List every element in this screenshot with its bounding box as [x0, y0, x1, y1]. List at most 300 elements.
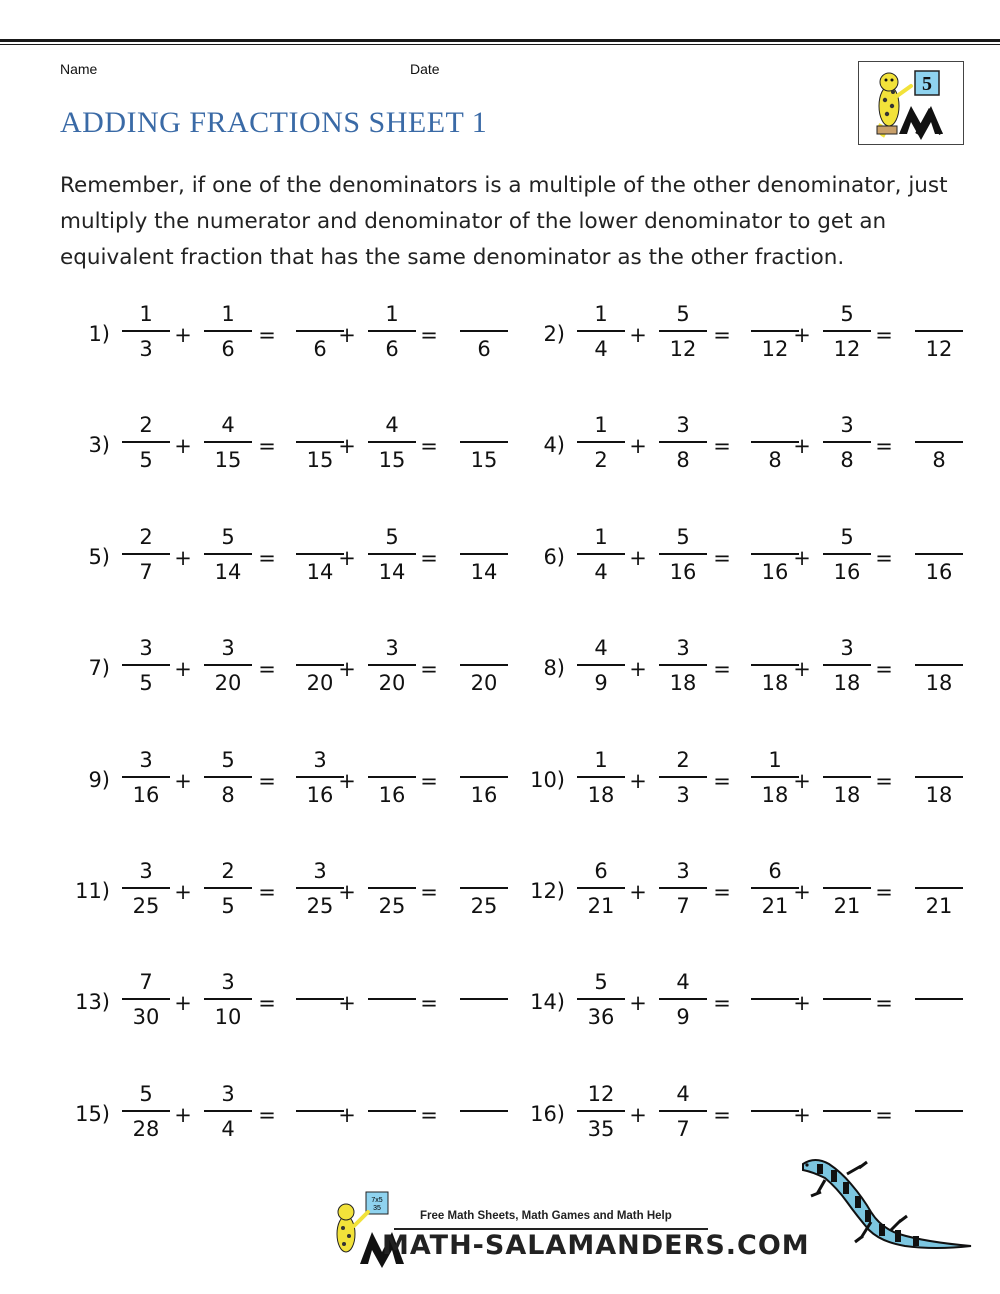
problem-item — [70, 523, 498, 593]
denominator: 5 — [139, 671, 153, 695]
numerator: 1 — [594, 413, 608, 437]
equals-sign: = — [420, 1103, 438, 1127]
fraction-e[interactable] — [460, 634, 508, 697]
denominator: 25 — [306, 894, 334, 918]
denominator: 25 — [132, 894, 160, 918]
denominator: 5 — [139, 448, 153, 472]
plus-sign: + — [629, 657, 647, 681]
fraction-bar — [751, 776, 799, 778]
fraction-bar — [577, 887, 625, 889]
numerator: 3 — [313, 748, 327, 772]
denominator: 2 — [594, 448, 608, 472]
equals-sign: = — [258, 991, 276, 1015]
numerator — [296, 523, 344, 551]
numerator: 2 — [221, 859, 235, 883]
fraction-bar — [368, 887, 416, 889]
problem-number: 5) — [88, 545, 110, 569]
equals-sign: = — [420, 657, 438, 681]
numerator — [751, 411, 799, 439]
fraction-bar — [296, 998, 344, 1000]
fraction-bar — [204, 664, 252, 666]
fraction-b — [204, 523, 252, 586]
plus-sign: + — [629, 323, 647, 347]
plus-sign: + — [629, 434, 647, 458]
plus-sign: + — [338, 880, 356, 904]
numerator: 5 — [840, 302, 854, 326]
fraction-bar — [368, 1110, 416, 1112]
numerator: 1 — [221, 302, 235, 326]
fraction-d[interactable] — [823, 523, 871, 586]
denominator: 7 — [676, 1117, 690, 1141]
fraction-bar — [751, 887, 799, 889]
grade-logo-badge — [858, 61, 964, 145]
numerator: 2 — [139, 525, 153, 549]
problem-number: 1) — [88, 322, 110, 346]
numerator: 5 — [676, 525, 690, 549]
fraction-b — [204, 968, 252, 1031]
numerator: 2 — [676, 748, 690, 772]
fraction-bar — [751, 553, 799, 555]
fraction-e[interactable] — [460, 300, 508, 363]
fraction-bar — [659, 553, 707, 555]
fraction-e[interactable] — [460, 523, 508, 586]
denominator: 21 — [925, 894, 953, 918]
numerator: 1 — [385, 302, 399, 326]
fraction-a — [122, 1080, 170, 1143]
equals-sign: = — [713, 1103, 731, 1127]
plus-sign: + — [338, 769, 356, 793]
numerator: 3 — [840, 636, 854, 660]
fraction-e[interactable] — [915, 523, 963, 586]
fraction-bar — [296, 887, 344, 889]
problem-item — [525, 857, 953, 927]
denominator: 35 — [587, 1117, 615, 1141]
fraction-bar — [659, 776, 707, 778]
fraction-e[interactable] — [460, 746, 508, 809]
equals-sign: = — [420, 323, 438, 347]
plus-sign: + — [793, 657, 811, 681]
fraction-e[interactable] — [460, 968, 508, 1031]
top-rule-thin — [0, 44, 1000, 45]
fraction-c[interactable] — [296, 523, 344, 586]
problem-item — [70, 634, 498, 704]
denominator: 4 — [221, 1117, 235, 1141]
fraction-a — [122, 857, 170, 920]
denominator — [751, 1003, 799, 1031]
denominator: 7 — [139, 560, 153, 584]
denominator: 16 — [925, 560, 953, 584]
plus-sign: + — [338, 323, 356, 347]
equals-sign: = — [258, 657, 276, 681]
fraction-e[interactable] — [460, 857, 508, 920]
fraction-bar — [577, 998, 625, 1000]
fraction-e[interactable] — [915, 634, 963, 697]
fraction-a — [122, 634, 170, 697]
fraction-b — [204, 634, 252, 697]
fraction-bar — [460, 887, 508, 889]
plus-sign: + — [338, 1103, 356, 1127]
fraction-bar — [577, 441, 625, 443]
problem-item — [525, 968, 945, 1038]
fraction-b — [204, 746, 252, 809]
fraction-bar — [368, 553, 416, 555]
plus-sign: + — [338, 546, 356, 570]
problem-item — [525, 1080, 945, 1150]
denominator: 3 — [676, 783, 690, 807]
equals-sign: = — [875, 657, 893, 681]
numerator: 3 — [840, 413, 854, 437]
fraction-c[interactable] — [751, 634, 799, 697]
fraction-bar — [659, 330, 707, 332]
numerator — [296, 634, 344, 662]
denominator: 21 — [761, 894, 789, 918]
plus-sign: + — [629, 880, 647, 904]
plus-sign: + — [174, 880, 192, 904]
fraction-bar — [751, 441, 799, 443]
denominator: 15 — [378, 448, 406, 472]
fraction-bar — [204, 887, 252, 889]
numerator — [296, 968, 344, 996]
instructions-text: Remember, if one of the denominators is a multiple of the other denominator, just multiply the numerator and denominator of the lower denominator to get an equivalent fraction that has the same denominator as the other fraction. — [60, 173, 948, 270]
fraction-bar — [460, 776, 508, 778]
fraction-bar — [122, 776, 170, 778]
fraction-bar — [460, 330, 508, 332]
fraction-bar — [823, 553, 871, 555]
equals-sign: = — [420, 991, 438, 1015]
fraction-e[interactable] — [460, 1080, 508, 1143]
fraction-a — [577, 1080, 625, 1143]
fraction-bar — [751, 1110, 799, 1112]
fraction-b — [659, 411, 707, 474]
fraction-d[interactable] — [823, 411, 871, 474]
salamander-illustration-icon — [795, 1150, 975, 1260]
fraction-d[interactable] — [823, 857, 871, 920]
fraction-bar — [915, 664, 963, 666]
fraction-c[interactable] — [751, 411, 799, 474]
plus-sign: + — [629, 769, 647, 793]
numerator: 3 — [385, 636, 399, 660]
fraction-d[interactable] — [368, 857, 416, 920]
numerator: 5 — [676, 302, 690, 326]
plus-sign: + — [174, 991, 192, 1015]
denominator: 8 — [768, 448, 782, 472]
top-rule — [0, 39, 1000, 42]
denominator: 36 — [587, 1005, 615, 1029]
numerator: 5 — [594, 970, 608, 994]
equals-sign: = — [420, 769, 438, 793]
denominator: 21 — [833, 894, 861, 918]
fraction-bar — [577, 776, 625, 778]
denominator: 9 — [676, 1005, 690, 1029]
denominator: 16 — [378, 783, 406, 807]
numerator: 1 — [594, 525, 608, 549]
fraction-d[interactable] — [823, 746, 871, 809]
denominator: 20 — [214, 671, 242, 695]
numerator — [915, 968, 963, 996]
numerator — [460, 1080, 508, 1108]
denominator: 20 — [378, 671, 406, 695]
plus-sign: + — [793, 769, 811, 793]
numerator: 3 — [676, 859, 690, 883]
numerator — [823, 746, 871, 774]
fraction-bar — [659, 441, 707, 443]
fraction-a — [122, 300, 170, 363]
equals-sign: = — [258, 769, 276, 793]
equals-sign: = — [713, 880, 731, 904]
fraction-a — [122, 968, 170, 1031]
fraction-bar — [460, 553, 508, 555]
denominator: 30 — [132, 1005, 160, 1029]
fraction-bar — [460, 441, 508, 443]
numerator: 5 — [385, 525, 399, 549]
fraction-a — [577, 523, 625, 586]
problem-number: 16) — [530, 1102, 565, 1126]
numerator — [460, 411, 508, 439]
fraction-a — [577, 968, 625, 1031]
numerator — [460, 523, 508, 551]
numerator: 1 — [768, 748, 782, 772]
denominator: 6 — [385, 337, 399, 361]
problem-item — [525, 300, 953, 370]
fraction-bar — [122, 887, 170, 889]
problem-item — [525, 746, 953, 816]
fraction-bar — [823, 1110, 871, 1112]
denominator — [915, 1115, 963, 1143]
denominator — [823, 1003, 871, 1031]
fraction-c[interactable] — [296, 411, 344, 474]
fraction-a — [577, 411, 625, 474]
fraction-bar — [204, 441, 252, 443]
date-label: Date — [410, 61, 440, 77]
fraction-b — [659, 746, 707, 809]
fraction-c[interactable] — [751, 746, 799, 809]
numerator: 12 — [587, 1082, 615, 1106]
fraction-bar — [368, 330, 416, 332]
equals-sign: = — [258, 880, 276, 904]
fraction-c[interactable] — [751, 857, 799, 920]
equals-sign: = — [875, 880, 893, 904]
fraction-b — [659, 1080, 707, 1143]
numerator — [915, 746, 963, 774]
fraction-bar — [122, 998, 170, 1000]
denominator — [915, 1003, 963, 1031]
problem-number: 10) — [530, 768, 565, 792]
numerator — [296, 1080, 344, 1108]
denominator: 20 — [470, 671, 498, 695]
denominator: 14 — [470, 560, 498, 584]
fraction-bar — [577, 553, 625, 555]
denominator: 16 — [761, 560, 789, 584]
equals-sign: = — [875, 769, 893, 793]
fraction-bar — [751, 998, 799, 1000]
denominator: 12 — [669, 337, 697, 361]
footer-site-link[interactable]: MATH-SALAMANDERS.COM — [382, 1230, 810, 1261]
denominator: 28 — [132, 1117, 160, 1141]
fraction-c[interactable] — [751, 968, 799, 1031]
numerator: 3 — [676, 636, 690, 660]
plus-sign: + — [174, 546, 192, 570]
numerator: 5 — [139, 1082, 153, 1106]
fraction-d[interactable] — [368, 1080, 416, 1143]
equals-sign: = — [713, 657, 731, 681]
plus-sign: + — [793, 880, 811, 904]
numerator: 1 — [594, 748, 608, 772]
fraction-bar — [915, 776, 963, 778]
equals-sign: = — [713, 546, 731, 570]
fraction-bar — [122, 553, 170, 555]
fraction-bar — [577, 1110, 625, 1112]
denominator: 18 — [925, 671, 953, 695]
fraction-bar — [296, 776, 344, 778]
fraction-e[interactable] — [915, 968, 963, 1031]
fraction-bar — [460, 664, 508, 666]
fraction-bar — [122, 441, 170, 443]
denominator: 5 — [221, 894, 235, 918]
denominator: 6 — [477, 337, 491, 361]
denominator — [823, 1115, 871, 1143]
plus-sign: + — [174, 1103, 192, 1127]
numerator — [296, 300, 344, 328]
fraction-e[interactable] — [915, 300, 963, 363]
fraction-c[interactable] — [296, 1080, 344, 1143]
fraction-b — [204, 857, 252, 920]
problem-number: 9) — [88, 768, 110, 792]
denominator: 14 — [214, 560, 242, 584]
fraction-e[interactable] — [915, 746, 963, 809]
equals-sign: = — [713, 434, 731, 458]
fraction-a — [122, 411, 170, 474]
fraction-c[interactable] — [296, 634, 344, 697]
plus-sign: + — [174, 434, 192, 458]
fraction-d[interactable] — [368, 634, 416, 697]
equals-sign: = — [875, 434, 893, 458]
fraction-e[interactable] — [915, 1080, 963, 1143]
problem-number: 8) — [543, 656, 565, 680]
fraction-a — [577, 300, 625, 363]
fraction-d[interactable] — [823, 300, 871, 363]
denominator: 15 — [470, 448, 498, 472]
fraction-c[interactable] — [751, 300, 799, 363]
numerator — [915, 634, 963, 662]
problem-item — [70, 857, 498, 927]
denominator: 16 — [306, 783, 334, 807]
fraction-bar — [915, 1110, 963, 1112]
denominator: 18 — [833, 783, 861, 807]
plus-sign: + — [338, 434, 356, 458]
fraction-bar — [368, 998, 416, 1000]
fraction-e[interactable] — [915, 857, 963, 920]
fraction-e[interactable] — [915, 411, 963, 474]
fraction-d[interactable] — [823, 1080, 871, 1143]
denominator: 9 — [594, 671, 608, 695]
problem-item — [70, 968, 490, 1038]
fraction-bar — [823, 887, 871, 889]
plus-sign: + — [793, 991, 811, 1015]
plus-sign: + — [338, 657, 356, 681]
denominator: 18 — [669, 671, 697, 695]
fraction-b — [659, 634, 707, 697]
numerator: 5 — [221, 525, 235, 549]
numerator — [823, 1080, 871, 1108]
numerator: 5 — [221, 748, 235, 772]
fraction-c[interactable] — [296, 746, 344, 809]
plus-sign: + — [793, 323, 811, 347]
numerator — [751, 634, 799, 662]
problem-number: 13) — [75, 990, 110, 1014]
fraction-c[interactable] — [751, 1080, 799, 1143]
fraction-e[interactable] — [460, 411, 508, 474]
numerator: 3 — [139, 859, 153, 883]
denominator: 21 — [587, 894, 615, 918]
problem-number: 7) — [88, 656, 110, 680]
fraction-d[interactable] — [823, 634, 871, 697]
numerator: 7 — [139, 970, 153, 994]
fraction-d[interactable] — [368, 411, 416, 474]
denominator: 16 — [470, 783, 498, 807]
problem-number: 14) — [530, 990, 565, 1014]
denominator: 6 — [221, 337, 235, 361]
equals-sign: = — [713, 991, 731, 1015]
svg-text:35: 35 — [373, 1205, 381, 1212]
denominator — [368, 1115, 416, 1143]
numerator: 3 — [221, 1082, 235, 1106]
equals-sign: = — [258, 434, 276, 458]
problem-number: 11) — [75, 879, 110, 903]
fraction-d[interactable] — [368, 746, 416, 809]
equals-sign: = — [875, 546, 893, 570]
fraction-bar — [204, 776, 252, 778]
numerator: 3 — [221, 970, 235, 994]
numerator — [460, 968, 508, 996]
fraction-bar — [368, 664, 416, 666]
fraction-bar — [296, 330, 344, 332]
denominator — [368, 1003, 416, 1031]
fraction-c[interactable] — [296, 968, 344, 1031]
equals-sign: = — [420, 434, 438, 458]
denominator: 15 — [214, 448, 242, 472]
problem-number: 6) — [543, 545, 565, 569]
numerator — [751, 1080, 799, 1108]
numerator: 3 — [313, 859, 327, 883]
denominator: 14 — [378, 560, 406, 584]
fraction-c[interactable] — [296, 857, 344, 920]
plus-sign: + — [629, 991, 647, 1015]
fraction-d[interactable] — [368, 968, 416, 1031]
numerator: 4 — [594, 636, 608, 660]
fraction-bar — [915, 441, 963, 443]
denominator — [460, 1115, 508, 1143]
denominator: 15 — [306, 448, 334, 472]
equals-sign: = — [420, 880, 438, 904]
denominator: 14 — [306, 560, 334, 584]
denominator: 6 — [313, 337, 327, 361]
problem-item — [70, 746, 498, 816]
fraction-b — [204, 300, 252, 363]
fraction-bar — [823, 330, 871, 332]
fraction-d[interactable] — [368, 300, 416, 363]
fraction-bar — [368, 441, 416, 443]
fraction-bar — [296, 441, 344, 443]
fraction-d[interactable] — [823, 968, 871, 1031]
fraction-c[interactable] — [751, 523, 799, 586]
fraction-b — [204, 1080, 252, 1143]
fraction-d[interactable] — [368, 523, 416, 586]
fraction-c[interactable] — [296, 300, 344, 363]
denominator — [460, 1003, 508, 1031]
fraction-bar — [751, 664, 799, 666]
plus-sign: + — [629, 546, 647, 570]
fraction-bar — [296, 1110, 344, 1112]
